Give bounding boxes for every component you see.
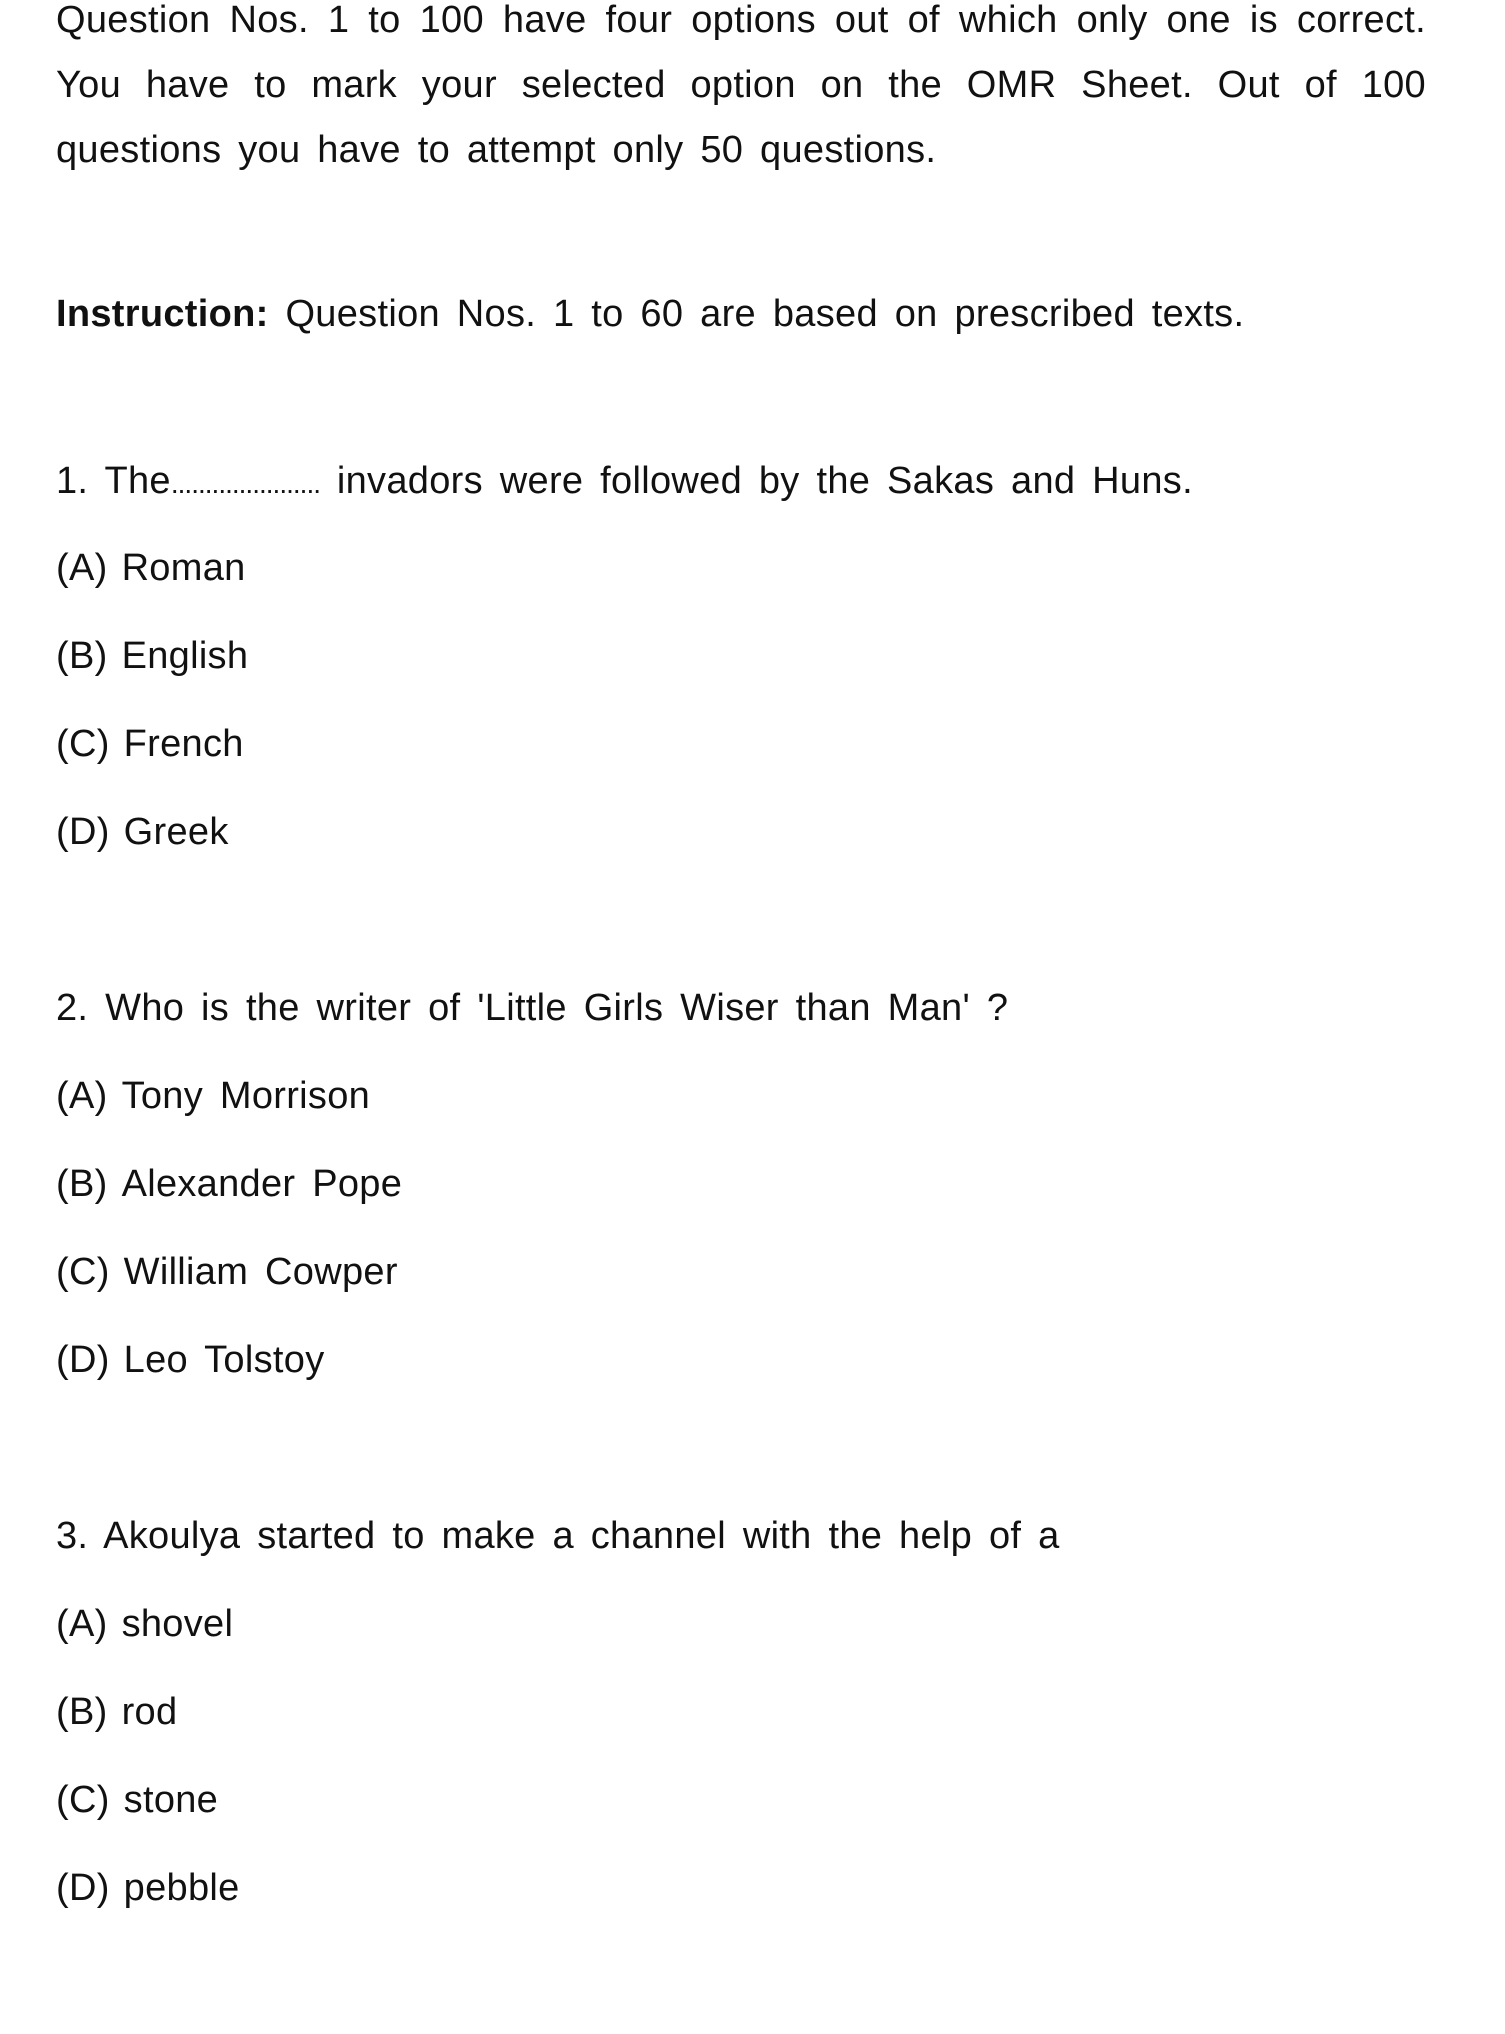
blank-dots: ...................... bbox=[170, 468, 321, 499]
option-letter: (A) bbox=[56, 1075, 108, 1117]
question-number: 2. bbox=[56, 987, 89, 1029]
option-letter: (D) bbox=[56, 1867, 110, 1909]
option-text: pebble bbox=[123, 1867, 240, 1909]
option-a[interactable] bbox=[56, 543, 246, 593]
question-stem-text: Akoulya started to make a channel with the help of a bbox=[103, 1515, 1060, 1557]
option-a[interactable] bbox=[56, 1599, 233, 1649]
option-letter: (B) bbox=[56, 1163, 108, 1205]
question-3 bbox=[56, 1511, 1060, 1909]
option-text: Greek bbox=[123, 811, 229, 853]
question-number: 3. bbox=[56, 1515, 89, 1557]
instruction-label: Instruction: bbox=[56, 293, 269, 335]
option-letter: (B) bbox=[56, 1691, 108, 1733]
option-text: Leo Tolstoy bbox=[123, 1339, 325, 1381]
intro-paragraph: Question Nos. 1 to 100 have four options out of which only one is correct. You have to mark your selected option on the OMR Sheet. Out of 100 questions you have to attempt only 50 questions. bbox=[56, 0, 1426, 171]
option-a[interactable] bbox=[56, 1071, 370, 1121]
option-b[interactable] bbox=[56, 1159, 402, 1209]
option-text: Tony Morrison bbox=[121, 1075, 371, 1117]
option-c[interactable] bbox=[56, 1775, 218, 1825]
option-letter: (A) bbox=[56, 547, 108, 589]
option-letter: (C) bbox=[56, 1779, 110, 1821]
option-text: Roman bbox=[121, 547, 246, 589]
option-letter: (C) bbox=[56, 1251, 110, 1293]
instruction-text: Question Nos. 1 to 60 are based on prescribed texts. bbox=[285, 293, 1245, 335]
option-c[interactable] bbox=[56, 1247, 398, 1297]
option-text: William Cowper bbox=[123, 1251, 398, 1293]
option-text: English bbox=[121, 635, 249, 677]
instruction-line bbox=[56, 282, 1426, 347]
option-text: shovel bbox=[121, 1603, 234, 1645]
option-d[interactable] bbox=[56, 1863, 240, 1913]
question-stem-before: The bbox=[104, 460, 171, 502]
option-b[interactable] bbox=[56, 1687, 177, 1737]
option-text: stone bbox=[123, 1779, 219, 1821]
question-stem-after: invadors were followed by the Sakas and Huns. bbox=[336, 460, 1193, 502]
option-text: rod bbox=[121, 1691, 178, 1733]
question-1 bbox=[56, 456, 1193, 853]
option-letter: (D) bbox=[56, 1339, 110, 1381]
question-stem bbox=[56, 1511, 1060, 1561]
option-d[interactable] bbox=[56, 1335, 325, 1385]
question-2 bbox=[56, 983, 1009, 1381]
option-letter: (A) bbox=[56, 1603, 108, 1645]
option-d[interactable] bbox=[56, 807, 229, 857]
question-stem bbox=[56, 456, 1193, 509]
option-text: French bbox=[123, 723, 244, 765]
option-letter: (B) bbox=[56, 635, 108, 677]
option-c[interactable] bbox=[56, 719, 244, 769]
option-letter: (C) bbox=[56, 723, 110, 765]
option-text: Alexander Pope bbox=[121, 1163, 403, 1205]
question-stem bbox=[56, 983, 1008, 1033]
option-letter: (D) bbox=[56, 811, 110, 853]
question-stem-text: Who is the writer of 'Little Girls Wiser than Man' ? bbox=[105, 987, 1009, 1029]
question-number: 1. bbox=[56, 460, 89, 502]
option-b[interactable] bbox=[56, 631, 248, 681]
